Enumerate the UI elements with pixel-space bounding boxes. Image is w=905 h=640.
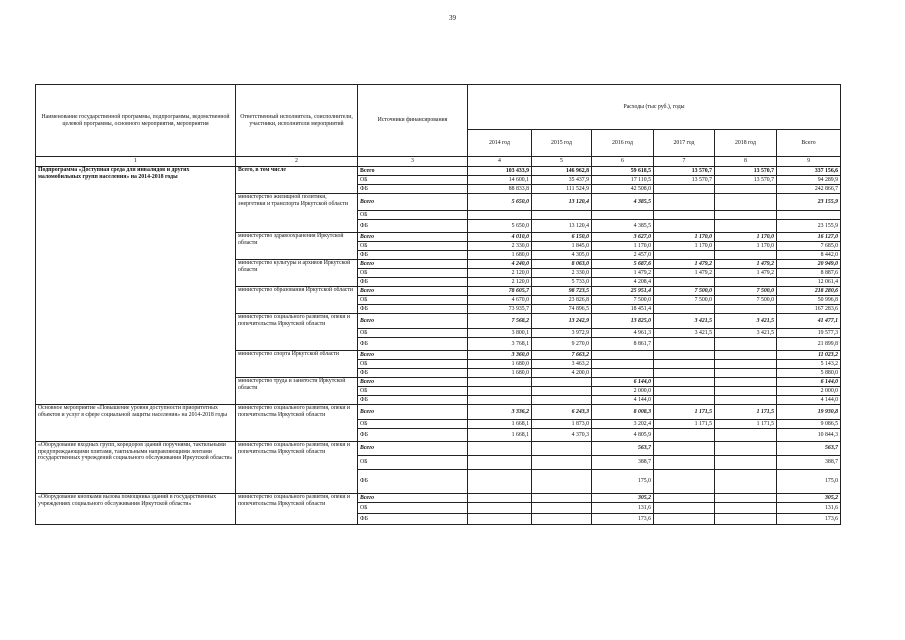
year-value: 1 845,0 (532, 242, 592, 251)
total-value: 173,6 (777, 514, 841, 525)
funding-source: ФБ (358, 220, 468, 233)
year-value (592, 360, 654, 369)
year-value: 1 171,5 (654, 420, 715, 429)
header-year: 2016 год (592, 130, 654, 157)
year-value: 3 360,0 (468, 351, 532, 360)
total-value: 337 156,6 (777, 167, 841, 176)
funding-source: Всего (358, 314, 468, 329)
funding-source: ОБ (358, 360, 468, 369)
year-value (654, 185, 715, 194)
year-value: 1 680,0 (468, 251, 532, 260)
column-number: 8 (715, 157, 777, 167)
year-value (715, 305, 777, 314)
total-value: 19 930,8 (777, 405, 841, 420)
year-value: 1 171,5 (715, 405, 777, 420)
funding-source: Всего (358, 351, 468, 360)
year-value: 8 861,7 (592, 338, 654, 351)
year-value (715, 185, 777, 194)
year-value: 13 570,7 (715, 167, 777, 176)
year-value: 7 500,0 (654, 296, 715, 305)
year-value: 17 110,5 (592, 176, 654, 185)
column-number: 9 (777, 157, 841, 167)
year-value: 1 479,2 (654, 260, 715, 269)
year-value: 7 663,2 (532, 351, 592, 360)
year-value (592, 369, 654, 378)
year-value: 146 962,8 (532, 167, 592, 176)
funding-source: ФБ (358, 185, 468, 194)
executor-cell: министерство социального развития, опеки и попечительства Иркутской области (236, 442, 358, 494)
year-value: 1 680,0 (468, 360, 532, 369)
year-value (715, 251, 777, 260)
total-value: 9 086,5 (777, 420, 841, 429)
funding-source: ФБ (358, 369, 468, 378)
year-value (532, 442, 592, 456)
header-total: Всего (777, 130, 841, 157)
year-value (532, 494, 592, 503)
table-row (36, 167, 841, 176)
year-value: 18 451,4 (592, 305, 654, 314)
total-value: 20 949,0 (777, 260, 841, 269)
year-value: 13 120,4 (532, 194, 592, 211)
year-value (654, 194, 715, 211)
column-number: 5 (532, 157, 592, 167)
year-value: 3 421,5 (715, 314, 777, 329)
year-value: 4 670,0 (468, 296, 532, 305)
funding-source: ОБ (358, 387, 468, 396)
total-value: 305,2 (777, 494, 841, 503)
header-expenses: Расходы (тыс руб.), годы (468, 85, 841, 130)
year-value (715, 470, 777, 494)
year-value (715, 494, 777, 503)
year-value (468, 503, 532, 514)
year-value: 1 479,2 (715, 269, 777, 278)
year-value: 13 570,7 (654, 167, 715, 176)
year-value (532, 378, 592, 387)
year-value: 2 330,0 (532, 269, 592, 278)
year-value (654, 211, 715, 220)
year-value: 4 385,5 (592, 220, 654, 233)
total-value: 8 442,0 (777, 251, 841, 260)
year-value: 13 242,9 (532, 314, 592, 329)
total-value: 23 155,9 (777, 194, 841, 211)
year-value: 7 500,0 (592, 296, 654, 305)
executor-cell: министерство спорта Иркутской области (236, 351, 358, 378)
table-row (36, 494, 841, 503)
year-value: 3 627,0 (592, 233, 654, 242)
measure-name: Основное мероприятие «Повышение уровня доступности приоритетных объектов и услуг в сфере социальной защиты населения» на 2014-2018 годы (36, 405, 236, 442)
executor-cell: министерство социального развития, опеки и попечительства Иркутской области (236, 314, 358, 351)
year-value (715, 378, 777, 387)
year-value (468, 387, 532, 396)
year-value: 2 120,0 (468, 278, 532, 287)
year-value: 73 935,7 (468, 305, 532, 314)
year-value: 6 150,0 (532, 233, 592, 242)
year-value (468, 396, 532, 405)
year-value: 2 457,0 (592, 251, 654, 260)
funding-source: ОБ (358, 269, 468, 278)
year-value: 23 826,8 (532, 296, 592, 305)
year-value: 4 240,0 (468, 260, 532, 269)
year-value: 25 951,4 (592, 287, 654, 296)
funding-source: ОБ (358, 242, 468, 251)
column-number: 1 (36, 157, 236, 167)
year-value (654, 351, 715, 360)
year-value (468, 442, 532, 456)
year-value: 2 330,0 (468, 242, 532, 251)
year-value (654, 429, 715, 442)
year-value: 14 600,1 (468, 176, 532, 185)
year-value (532, 387, 592, 396)
executor-cell: Всего, в том числе (236, 167, 358, 194)
year-value: 388,7 (592, 456, 654, 470)
year-value: 88 833,8 (468, 185, 532, 194)
year-value (468, 514, 532, 525)
funding-source: ОБ (358, 456, 468, 470)
total-value: 5 143,2 (777, 360, 841, 369)
year-value (654, 503, 715, 514)
executor-cell: министерство социального развития, опеки и попечительства Иркутской области (236, 405, 358, 442)
year-value (715, 369, 777, 378)
year-value: 4 010,0 (468, 233, 532, 242)
year-value: 1 479,2 (592, 269, 654, 278)
year-value: 7 500,0 (715, 287, 777, 296)
year-value (715, 514, 777, 525)
funding-source: ФБ (358, 396, 468, 405)
year-value (715, 442, 777, 456)
year-value: 4 385,5 (592, 194, 654, 211)
year-value: 3 421,5 (654, 329, 715, 338)
year-value (468, 470, 532, 494)
year-value (468, 494, 532, 503)
measure-name: Подпрограмма «Доступная среда для инвалидов и других маломобильных групп населения» на 2014-2018 годы (36, 167, 236, 405)
year-value: 74 896,5 (532, 305, 592, 314)
total-value: 50 996,8 (777, 296, 841, 305)
year-value (654, 396, 715, 405)
expenses-table (35, 84, 841, 525)
total-value: 11 023,2 (777, 351, 841, 360)
year-value: 42 508,0 (592, 185, 654, 194)
year-value (715, 396, 777, 405)
year-value: 1 668,1 (468, 420, 532, 429)
year-value (654, 220, 715, 233)
year-value: 1 479,2 (654, 269, 715, 278)
year-value: 13 570,7 (715, 176, 777, 185)
header-year: 2017 год (654, 130, 715, 157)
year-value: 13 120,4 (532, 220, 592, 233)
year-value (654, 442, 715, 456)
year-value (654, 387, 715, 396)
executor-cell: министерство образования Иркутской области (236, 287, 358, 314)
year-value: 1 171,5 (715, 420, 777, 429)
year-value: 5 650,0 (468, 194, 532, 211)
year-value: 59 618,5 (592, 167, 654, 176)
funding-source: Всего (358, 442, 468, 456)
executor-cell: министерство жилищной политики, энергетики и транспорта Иркутской области (236, 194, 358, 233)
total-value: 2 000,0 (777, 387, 841, 396)
year-value (715, 194, 777, 211)
year-value: 3 768,1 (468, 338, 532, 351)
funding-source: Всего (358, 405, 468, 420)
year-value: 4 200,0 (532, 369, 592, 378)
year-value: 1 680,0 (468, 369, 532, 378)
funding-source: Всего (358, 167, 468, 176)
funding-source: Всего (358, 233, 468, 242)
funding-source: Всего (358, 260, 468, 269)
funding-source: Всего (358, 378, 468, 387)
year-value: 7 500,0 (654, 287, 715, 296)
total-value: 242 866,7 (777, 185, 841, 194)
total-value: 563,7 (777, 442, 841, 456)
year-value: 4 370,3 (532, 429, 592, 442)
header-year: 2014 год (468, 130, 532, 157)
year-value: 175,0 (592, 470, 654, 494)
year-value: 173,6 (592, 514, 654, 525)
year-value: 4 305,0 (532, 251, 592, 260)
total-value: 21 899,8 (777, 338, 841, 351)
year-value (532, 514, 592, 525)
year-value: 3 336,2 (468, 405, 532, 420)
funding-source: ФБ (358, 429, 468, 442)
year-value: 98 723,5 (532, 287, 592, 296)
year-value: 111 524,9 (532, 185, 592, 194)
header-name: Наименование государственной программы, подпрограммы, ведомственной целевой программы, основного мероприятия, мероприятия (36, 85, 236, 157)
year-value: 1 479,2 (715, 260, 777, 269)
executor-cell: министерство труда и занятости Иркутской области (236, 378, 358, 405)
year-value: 4 208,4 (592, 278, 654, 287)
year-value (468, 211, 532, 220)
total-value: 8 887,6 (777, 269, 841, 278)
column-number: 4 (468, 157, 532, 167)
year-value: 1 873,0 (532, 420, 592, 429)
year-value: 103 433,9 (468, 167, 532, 176)
header-year: 2015 год (532, 130, 592, 157)
year-value (654, 494, 715, 503)
executor-cell: министерство культуры и архивов Иркутской области (236, 260, 358, 287)
year-value (715, 338, 777, 351)
year-value: 13 570,7 (654, 176, 715, 185)
executor-cell: министерство здравоохранения Иркутской области (236, 233, 358, 260)
year-value: 305,2 (592, 494, 654, 503)
year-value: 131,6 (592, 503, 654, 514)
year-value (654, 278, 715, 287)
year-value: 5 650,0 (468, 220, 532, 233)
year-value (468, 378, 532, 387)
funding-source: ФБ (358, 514, 468, 525)
year-value: 9 270,0 (532, 338, 592, 351)
funding-source: ОБ (358, 503, 468, 514)
total-value: 5 880,0 (777, 369, 841, 378)
year-value: 3 202,4 (592, 420, 654, 429)
funding-source: Всего (358, 494, 468, 503)
year-value: 8 063,0 (532, 260, 592, 269)
year-value (715, 220, 777, 233)
year-value (654, 456, 715, 470)
funding-source: ОБ (358, 420, 468, 429)
year-value: 35 437,9 (532, 176, 592, 185)
funding-source: ФБ (358, 305, 468, 314)
column-number: 3 (358, 157, 468, 167)
year-value (715, 429, 777, 442)
year-value (715, 351, 777, 360)
header-year: 2018 год (715, 130, 777, 157)
year-value: 7 500,0 (715, 296, 777, 305)
year-value (592, 211, 654, 220)
year-value: 1 170,0 (592, 242, 654, 251)
year-value: 1 170,0 (654, 233, 715, 242)
total-value (777, 211, 841, 220)
year-value (715, 360, 777, 369)
year-value (654, 305, 715, 314)
year-value (468, 456, 532, 470)
year-value (715, 211, 777, 220)
year-value: 1 170,0 (654, 242, 715, 251)
year-value: 1 170,0 (715, 242, 777, 251)
year-value: 4 805,9 (592, 429, 654, 442)
total-value: 16 127,0 (777, 233, 841, 242)
total-value: 175,0 (777, 470, 841, 494)
column-number: 6 (592, 157, 654, 167)
year-value: 4 144,0 (592, 396, 654, 405)
year-value (532, 396, 592, 405)
funding-source: ОБ (358, 176, 468, 185)
funding-source: ФБ (358, 338, 468, 351)
measure-name: «Оборудование входных групп, коридоров зданий поручнями, тактильными предупреждающими плитами, тактильными направляющими лентами государственных учреждений социального обслуживания Иркутской области» (36, 442, 236, 494)
year-value: 6 243,3 (532, 405, 592, 420)
year-value (654, 514, 715, 525)
total-value: 388,7 (777, 456, 841, 470)
year-value: 1 170,0 (715, 233, 777, 242)
year-value: 3 972,9 (532, 329, 592, 338)
year-value: 1 171,5 (654, 405, 715, 420)
year-value (532, 470, 592, 494)
year-value (532, 456, 592, 470)
funding-source: ОБ (358, 296, 468, 305)
total-value: 131,6 (777, 503, 841, 514)
column-number: 2 (236, 157, 358, 167)
year-value: 3 463,2 (532, 360, 592, 369)
year-value (715, 503, 777, 514)
year-value: 3 421,5 (715, 329, 777, 338)
year-value (532, 211, 592, 220)
year-value: 3 421,5 (654, 314, 715, 329)
year-value: 5 733,0 (532, 278, 592, 287)
total-value: 19 577,3 (777, 329, 841, 338)
funding-source: ОБ (358, 211, 468, 220)
funding-source: ОБ (358, 329, 468, 338)
year-value: 3 800,1 (468, 329, 532, 338)
funding-source: ФБ (358, 278, 468, 287)
year-value: 4 961,3 (592, 329, 654, 338)
year-value: 78 605,7 (468, 287, 532, 296)
measure-name: «Оборудование кнопками вызова помощника зданий в государственных учреждениях социального обслуживания Иркутской области» (36, 494, 236, 525)
year-value: 563,7 (592, 442, 654, 456)
year-value (654, 360, 715, 369)
year-value: 2 120,0 (468, 269, 532, 278)
total-value: 6 144,0 (777, 378, 841, 387)
year-value (654, 338, 715, 351)
year-value: 13 825,0 (592, 314, 654, 329)
year-value (654, 369, 715, 378)
header-executor: Ответственный исполнитель, соисполнители, участники, исполнители мероприятий (236, 85, 358, 157)
year-value: 2 000,0 (592, 387, 654, 396)
funding-source: Всего (358, 194, 468, 211)
table-row (36, 442, 841, 456)
year-value (654, 470, 715, 494)
year-value: 7 568,2 (468, 314, 532, 329)
total-value: 167 283,6 (777, 305, 841, 314)
total-value: 12 061,4 (777, 278, 841, 287)
funding-source: Всего (358, 287, 468, 296)
total-value: 4 144,0 (777, 396, 841, 405)
year-value: 5 687,6 (592, 260, 654, 269)
column-number: 7 (654, 157, 715, 167)
year-value (715, 456, 777, 470)
total-value: 23 155,9 (777, 220, 841, 233)
year-value: 1 668,1 (468, 429, 532, 442)
total-value: 10 844,3 (777, 429, 841, 442)
year-value (532, 503, 592, 514)
executor-cell: министерство социального развития, опеки и попечительства Иркутской области (236, 494, 358, 525)
funding-source: ФБ (358, 470, 468, 494)
funding-source: ФБ (358, 251, 468, 260)
year-value: 6 144,0 (592, 378, 654, 387)
table-body (36, 167, 841, 525)
table-row (36, 405, 841, 420)
year-value (715, 278, 777, 287)
total-value: 218 280,6 (777, 287, 841, 296)
year-value (654, 251, 715, 260)
year-value: 8 008,3 (592, 405, 654, 420)
total-value: 41 477,1 (777, 314, 841, 329)
header-source: Источники финансирования (358, 85, 468, 157)
year-value (592, 351, 654, 360)
year-value (715, 387, 777, 396)
page-number: 39 (449, 14, 456, 22)
total-value: 7 685,0 (777, 242, 841, 251)
year-value (654, 378, 715, 387)
total-value: 94 289,9 (777, 176, 841, 185)
